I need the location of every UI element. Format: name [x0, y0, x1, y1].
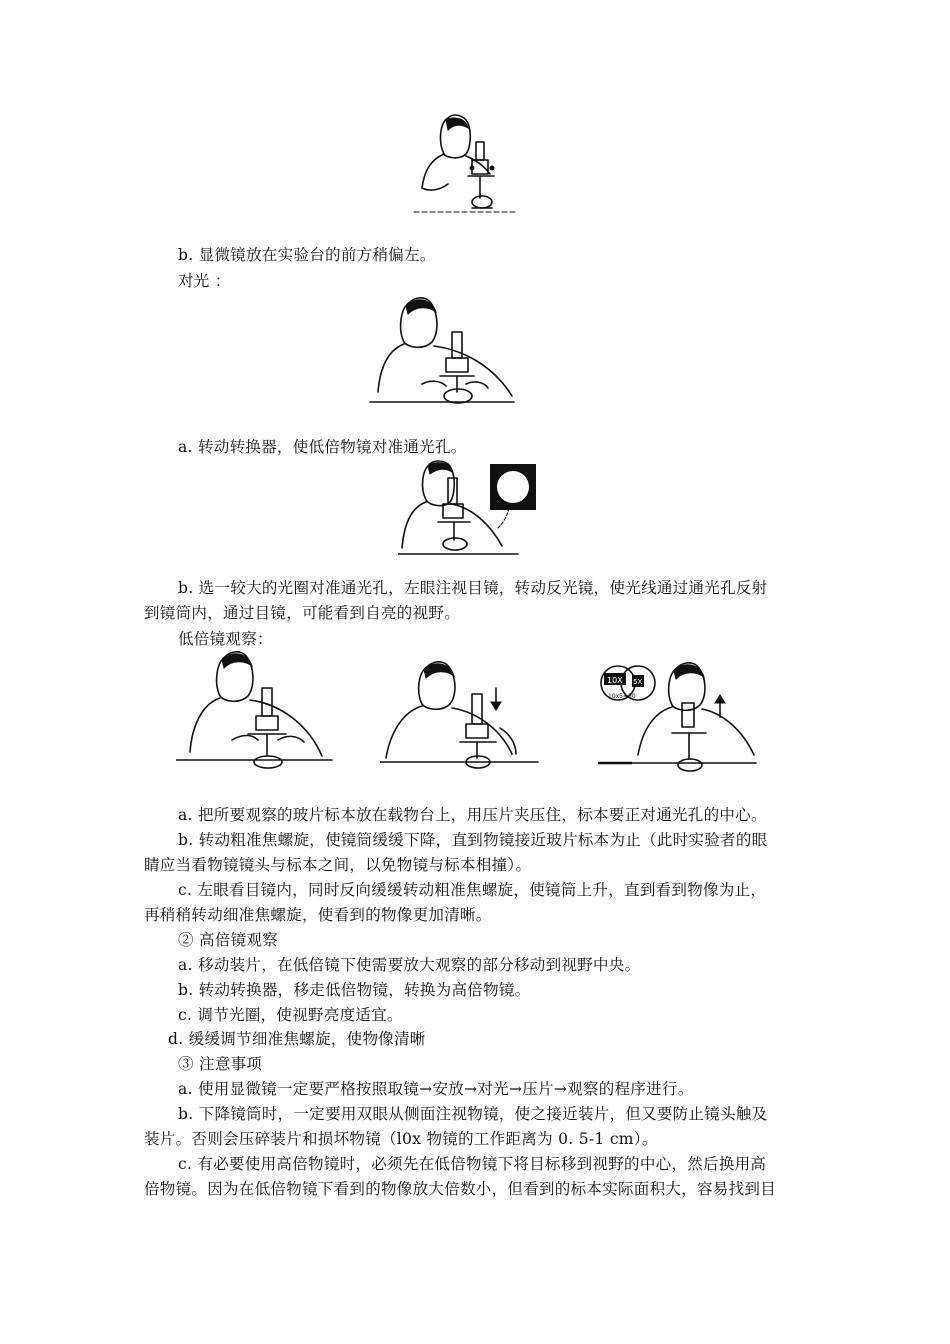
- text-line: 倍物镜。因为在低倍物镜下看到的物像放大倍数小，但看到的标本实际面积大，容易找到目: [144, 1180, 777, 1198]
- text-line: 睛应当看物镜镜头与标本之间，以免物镜与标本相撞）。: [144, 856, 532, 874]
- text-line: 再稍稍转动细准焦螺旋，使看到的物像更加清晰。: [144, 906, 492, 924]
- text-line: c. 有必要使用高倍物镜时，必须先在低倍物镜下将目标移到视野的中心，然后换用高: [178, 1155, 767, 1173]
- text-line: c. 调节光圈，使视野亮度适宜。: [178, 1006, 403, 1024]
- student-adjusting-microscope-illustration: [362, 292, 520, 416]
- text-line: 到镜筒内，通过目镜，可能看到自亮的视野。: [144, 604, 461, 622]
- inset-label-product: 10x5=50: [608, 693, 636, 700]
- text-line: a. 使用显微镜一定要严格按照取镜→安放→对光→压片→观察的程序进行。: [178, 1080, 694, 1098]
- text-line: b. 转动粗准焦螺旋，使镜筒缓缓下降，直到物镜接近玻片标本为止（此时实验者的眼: [178, 831, 768, 849]
- section-heading: ③ 注意事项: [178, 1055, 263, 1073]
- text-line: b. 下降镜筒时，一定要用双眼从侧面注视物镜，使之接近装片，但又要防止镜头触及: [178, 1105, 768, 1123]
- text-line: d. 缓缓调节细准焦螺旋，使物像清晰: [168, 1030, 426, 1048]
- text-line: 对光 ：: [178, 272, 231, 290]
- student-lowering-tube-illustration: [380, 658, 540, 776]
- text-line: a. 转动转换器，使低倍物镜对准通光孔。: [178, 438, 467, 456]
- inset-label-5x: 5X: [633, 678, 643, 686]
- text-line: b. 显微镜放在实验台的前方稍偏左。: [178, 246, 436, 264]
- student-raising-tube-illustration: [596, 655, 758, 779]
- text-line: 装片。否则会压碎装片和损坏物镜（l0x 物镜的工作距离为 0. 5-1 cm）。: [144, 1130, 658, 1148]
- text-line: b. 转动转换器，移走低倍物镜，转换为高倍物镜。: [178, 981, 531, 999]
- inset-label-10x: 10X: [607, 676, 623, 685]
- section-heading: ② 高倍镜观察: [178, 931, 279, 949]
- bright-field-circle-icon: [489, 463, 537, 511]
- text-line: c. 左眼看目镜内，同时反向缓缓转动粗准焦螺旋，使镜筒上升，直到看到物像为止，: [178, 881, 767, 899]
- text-line: a. 把所要观察的玻片标本放在载物台上，用压片夹压住，标本要正对通光孔的中心。: [178, 806, 767, 824]
- student-placing-slide-illustration: [176, 648, 334, 776]
- text-line: 低倍镜观察：: [178, 630, 273, 648]
- student-holding-microscope-illustration: [410, 112, 522, 220]
- text-line: a. 移动装片，在低倍镜下使需要放大观察的部分移动到视野中央。: [178, 956, 641, 974]
- text-line: b. 选一较大的光圈对准通光孔，左眼注视目镜，转动反光镜，使光线通过通光孔反射: [178, 579, 768, 597]
